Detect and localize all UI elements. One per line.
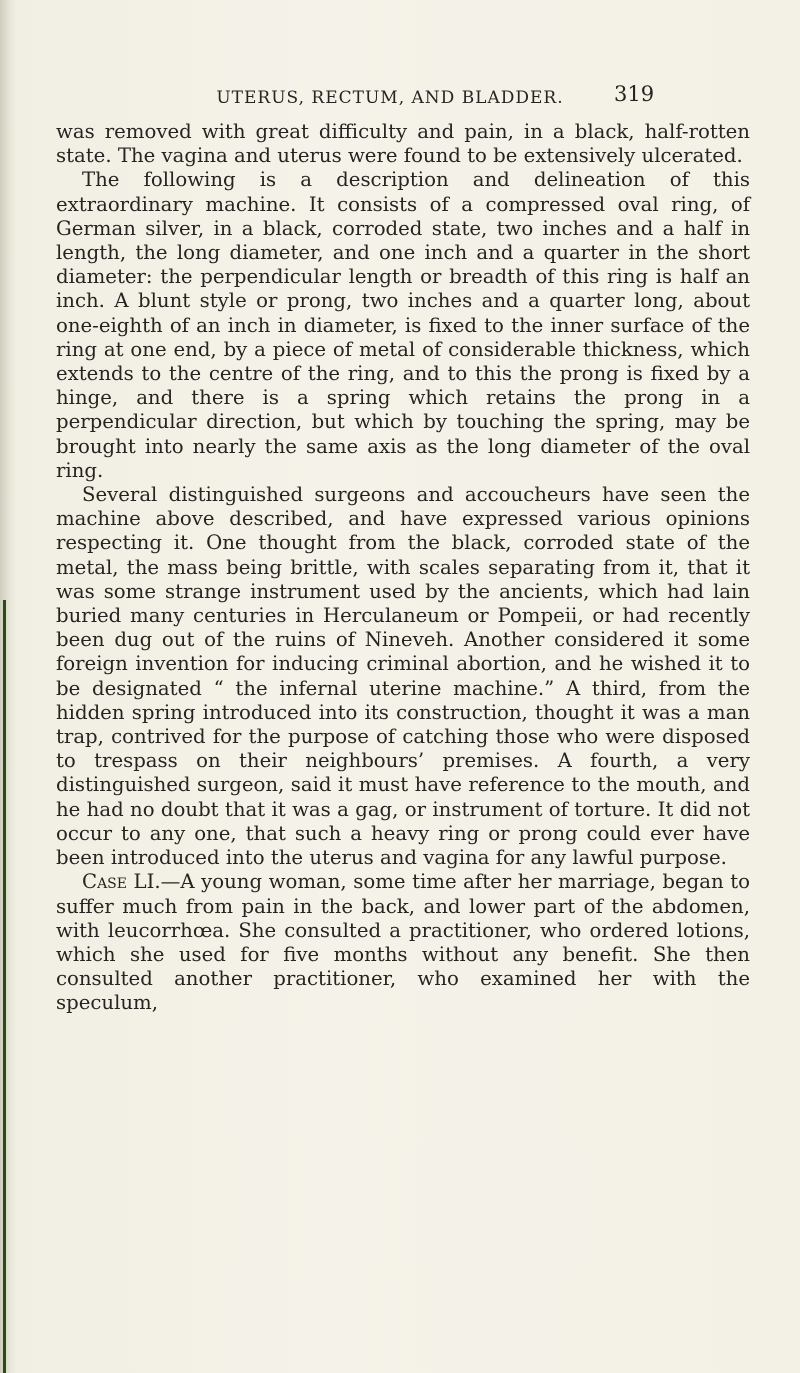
paragraph-1: was removed with great difficulty and pain, in a black, half-rotten state. The vagina and uterus were found to be extensively ulcerated. xyxy=(56,120,750,168)
running-title: UTERUS, RECTUM, AND BLADDER. xyxy=(216,88,564,108)
case-label: Case LI. xyxy=(82,870,161,894)
binding-edge-mark xyxy=(3,600,6,1373)
page-number: 319 xyxy=(614,82,655,106)
paragraph-2: The following is a description and delineation of this extraordinary machine. It consists of a compressed oval ring, of German silver, in a black, corroded state, two inches and a half in length, the long diameter, and one inch and a quarter in the short diameter: the perpendicular length or breadth of this ring is half an inch. A blunt style or prong, two inches and a quarter long, about one-eighth of an inch in diameter, is fixed to the inner surface of the ring at one end, by a piece of metal of considerable thickness, which extends to the centre of the ring, and to this the prong is fixed by a hinge, and there is a spring which retains the prong in a perpendicular direction, but which by touching the spring, may be brought into nearly the same axis as the long diameter of the oval ring. xyxy=(56,168,750,482)
page-gutter-shadow xyxy=(0,0,16,1373)
case-text: —A young woman, some time after her marriage, began to suffer much from pain in the back, and lower part of the abdomen, with leucorrhœa. She consulted a practitioner, who ordered lotions, which she used for five months without any benefit. She then consulted another practitioner, who examined her with the speculum, xyxy=(56,870,750,1015)
body-text xyxy=(56,120,750,1016)
paragraph-3: Several distinguished surgeons and accoucheurs have seen the machine above described, and have expressed various opinions respecting it. One thought from the black, corroded state of the metal, the mass being brittle, with scales separating from it, that it was some strange instrument used by the ancients, which had lain buried many centuries in Herculaneum or Pompeii, or had recently been dug out of the ruins of Nineveh. Another considered it some foreign invention for inducing criminal abortion, and he wished it to be designated “ the infernal uterine machine.” A third, from the hidden spring introduced into its construction, thought it was a man trap, contrived for the purpose of catching those who were disposed to trespass on their neighbours’ premises. A fourth, a very distinguished surgeon, said it must have reference to the mouth, and he had no doubt that it was a gag, or instrument of torture. It did not occur to any one, that such a heavy ring or prong could ever have been introduced into the uterus and vagina for any lawful purpose. xyxy=(56,483,750,870)
paragraph-4 xyxy=(56,870,750,1015)
